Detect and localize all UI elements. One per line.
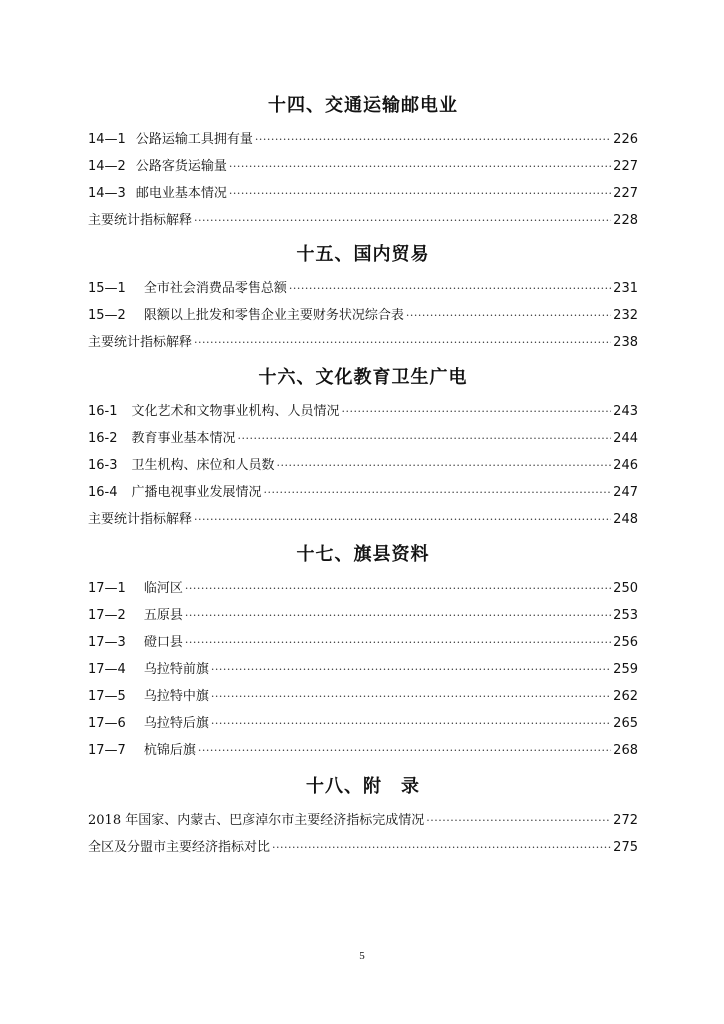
toc-entry[interactable] <box>88 207 638 234</box>
entry-page: 268 <box>613 743 638 758</box>
toc-section-18 <box>88 775 638 861</box>
entry-number: 16-4 <box>88 485 118 500</box>
entry-title: 2018 年国家、内蒙古、巴彦淖尔市主要经济指标完成情况 <box>88 813 425 828</box>
toc-entry[interactable] <box>88 710 638 737</box>
entry-page: 259 <box>613 662 638 677</box>
entry-page: 226 <box>613 132 638 147</box>
toc-entry[interactable] <box>88 683 638 710</box>
toc-entry[interactable] <box>88 506 638 533</box>
dot-leader <box>211 683 611 710</box>
entry-page: 272 <box>613 813 638 828</box>
toc-entry[interactable] <box>88 575 638 602</box>
dot-leader <box>185 602 611 629</box>
entry-title: 卫生机构、床位和人员数 <box>131 458 275 473</box>
entry-title: 广播电视事业发展情况 <box>131 485 262 500</box>
entry-number: 16-1 <box>88 404 118 419</box>
entry-page: 228 <box>613 213 638 228</box>
dot-leader <box>194 207 611 234</box>
toc-section-16 <box>88 366 638 533</box>
dot-leader <box>342 398 612 425</box>
entry-number: 17—5 <box>88 689 126 704</box>
dot-leader <box>211 710 611 737</box>
entry-page: 238 <box>613 335 638 350</box>
entry-title: 临河区 <box>143 581 183 596</box>
entry-title: 主要统计指标解释 <box>88 335 193 350</box>
entry-number: 15—1 <box>88 281 126 296</box>
toc-entry[interactable] <box>88 302 638 329</box>
dot-leader <box>198 737 611 764</box>
toc-entry[interactable] <box>88 629 638 656</box>
entry-number: 16-3 <box>88 458 118 473</box>
entry-title: 杭锦后旗 <box>143 743 196 758</box>
section-title: 十七、旗县资料 <box>296 544 430 565</box>
dot-leader <box>194 506 611 533</box>
entry-page: 253 <box>613 608 638 623</box>
toc-entry[interactable] <box>88 807 638 834</box>
entry-number: 17—3 <box>88 635 126 650</box>
entry-number: 17—6 <box>88 716 126 731</box>
toc-entry[interactable] <box>88 425 638 452</box>
entry-title: 主要统计指标解释 <box>88 213 193 228</box>
dot-leader <box>185 575 611 602</box>
dot-leader <box>264 479 612 506</box>
entry-title: 乌拉特前旗 <box>143 662 209 677</box>
entry-title: 乌拉特中旗 <box>143 689 209 704</box>
toc-entry[interactable] <box>88 737 638 764</box>
toc-entry[interactable] <box>88 452 638 479</box>
toc-section-17 <box>88 543 638 764</box>
entry-number: 16-2 <box>88 431 118 446</box>
dot-leader <box>211 656 611 683</box>
toc-entry[interactable] <box>88 479 638 506</box>
entry-page: 248 <box>613 512 638 527</box>
section-title: 十六、文化教育卫生广电 <box>258 367 468 388</box>
section-title: 十五、国内贸易 <box>296 244 430 265</box>
entry-title: 全市社会消费品零售总额 <box>143 281 287 296</box>
toc-entry[interactable] <box>88 398 638 425</box>
section-title: 十八、附 录 <box>306 776 420 797</box>
toc-entry[interactable] <box>88 180 638 207</box>
entry-number: 17—7 <box>88 743 126 758</box>
dot-leader <box>238 425 612 452</box>
entry-page: 275 <box>613 840 638 855</box>
toc-entry[interactable] <box>88 153 638 180</box>
entry-number: 17—1 <box>88 581 126 596</box>
toc-section-15 <box>88 243 638 356</box>
entry-title: 限额以上批发和零售企业主要财务状况综合表 <box>143 308 404 323</box>
entry-page: 227 <box>613 186 638 201</box>
entry-title: 公路客货运输量 <box>135 159 227 174</box>
dot-leader <box>272 834 611 861</box>
entry-page: 243 <box>613 404 638 419</box>
toc-entry[interactable] <box>88 656 638 683</box>
entry-page: 262 <box>613 689 638 704</box>
entry-title: 全区及分盟市主要经济指标对比 <box>88 840 271 855</box>
entry-page: 250 <box>613 581 638 596</box>
toc-entry[interactable] <box>88 834 638 861</box>
dot-leader <box>426 807 611 834</box>
entry-page: 247 <box>613 485 638 500</box>
entry-page: 227 <box>613 159 638 174</box>
dot-leader <box>194 329 611 356</box>
entry-number: 17—4 <box>88 662 126 677</box>
entry-number: 17—2 <box>88 608 126 623</box>
dot-leader <box>406 302 611 329</box>
toc-entry[interactable] <box>88 275 638 302</box>
entry-page: 231 <box>613 281 638 296</box>
entry-number: 14—3 <box>88 186 126 201</box>
entry-page: 246 <box>613 458 638 473</box>
entry-page: 232 <box>613 308 638 323</box>
entry-page: 244 <box>613 431 638 446</box>
entry-number: 15—2 <box>88 308 126 323</box>
dot-leader <box>289 275 611 302</box>
entry-title: 磴口县 <box>143 635 183 650</box>
entry-number: 14—1 <box>88 132 126 147</box>
dot-leader <box>277 452 612 479</box>
entry-title: 文化艺术和文物事业机构、人员情况 <box>131 404 340 419</box>
dot-leader <box>229 153 611 180</box>
section-title: 十四、交通运输邮电业 <box>268 95 458 116</box>
dot-leader <box>185 629 611 656</box>
entry-page: 265 <box>613 716 638 731</box>
toc-entry[interactable] <box>88 126 638 153</box>
toc-section-14 <box>88 94 638 234</box>
toc-entry[interactable] <box>88 602 638 629</box>
entry-title: 五原县 <box>143 608 183 623</box>
entry-title: 公路运输工具拥有量 <box>135 132 253 147</box>
dot-leader <box>255 126 611 153</box>
dot-leader <box>229 180 611 207</box>
entry-number: 14—2 <box>88 159 126 174</box>
entry-title: 教育事业基本情况 <box>131 431 236 446</box>
toc-entry[interactable] <box>88 329 638 356</box>
entry-title: 主要统计指标解释 <box>88 512 193 527</box>
page-number: 5 <box>359 950 365 962</box>
entry-page: 256 <box>613 635 638 650</box>
entry-title: 邮电业基本情况 <box>135 186 227 201</box>
entry-title: 乌拉特后旗 <box>143 716 209 731</box>
